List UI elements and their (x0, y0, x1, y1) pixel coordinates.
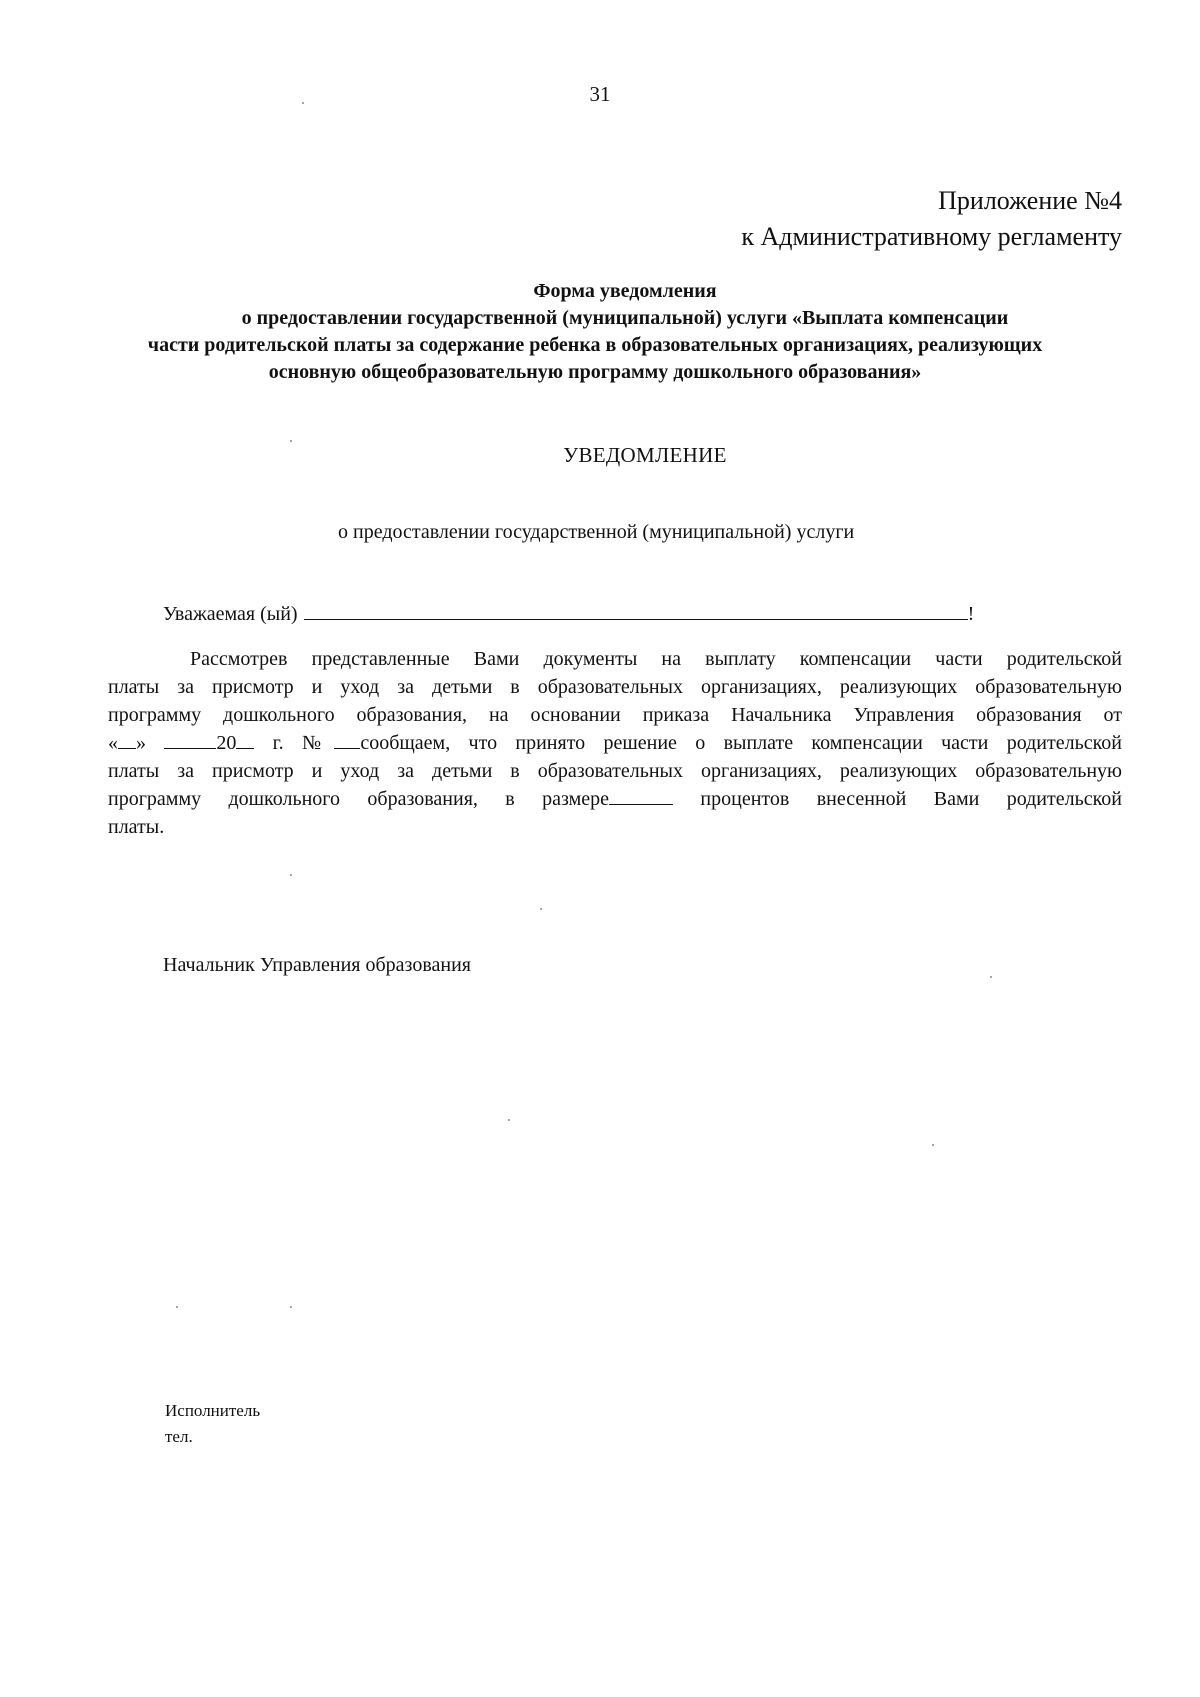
annex-header (741, 183, 1122, 255)
body-line-5: платы за присмотр и уход за детьми в образовательных организациях, реализующих образовательную (108, 760, 1122, 782)
body-line-7: платы. (108, 816, 165, 838)
order-number-sign: № (301, 732, 335, 754)
page-number: 31 (589, 82, 611, 106)
signature-title: Начальник Управления образования (163, 954, 471, 976)
notice-title: УВЕДОМЛЕНИЕ (563, 443, 727, 467)
executor-block (165, 1398, 260, 1450)
notice-body (108, 645, 1122, 841)
body-line-6-start: программу дошкольного образования, в размере (108, 788, 610, 810)
body-line-6 (108, 785, 1122, 813)
scan-speck (540, 908, 542, 910)
quote-open: « (108, 732, 118, 754)
body-line-4-text: сообщаем, что принято решение о выплате компенсации части родительской (360, 732, 1123, 754)
year-suffix: г. (272, 732, 284, 754)
form-heading-line-1: Форма уведомления (533, 280, 717, 302)
salutation-prefix: Уважаемая (ый) (163, 603, 298, 625)
form-heading-line-4: основную общеобразовательную программу дошкольного образования» (268, 361, 922, 383)
scan-speck (290, 1306, 292, 1308)
year-blank[interactable] (236, 730, 254, 749)
notice-subtitle: о предоставлении государственной (муниципальной) услуги (338, 521, 855, 543)
recipient-name-blank[interactable] (304, 601, 968, 620)
percent-blank[interactable] (609, 786, 673, 805)
executor-label: Исполнитель (165, 1401, 261, 1420)
form-heading (70, 278, 1120, 386)
salutation-line (163, 601, 974, 626)
year-prefix: 20 (216, 732, 237, 754)
executor-phone-label: тел. (165, 1427, 193, 1446)
scan-speck (932, 1144, 934, 1146)
month-blank[interactable] (164, 730, 216, 749)
body-line-1: Рассмотрев представленные Вами документы на выплату компенсации части родительской (190, 648, 1122, 670)
annex-reference: к Административному регламенту (741, 222, 1122, 251)
scan-speck (302, 102, 304, 104)
body-line-6-end: процентов внесенной Вами родительской (700, 788, 1123, 810)
quote-close: » (136, 732, 146, 754)
salutation-suffix: ! (967, 603, 975, 625)
form-heading-line-3: части родительской платы за содержание ребенка в образовательных организациях, реализующих (147, 334, 1043, 356)
body-line-4 (108, 729, 1122, 757)
body-line-3: программу дошкольного образования, на основании приказа Начальника Управления образования от (108, 704, 1122, 726)
scan-speck (290, 874, 292, 876)
scan-speck (990, 976, 992, 978)
form-heading-line-2: о предоставлении государственной (муниципальной) услуги «Выплата компенсации (241, 307, 1009, 329)
day-blank[interactable] (118, 730, 136, 749)
scan-speck (176, 1306, 178, 1308)
order-number-blank[interactable] (334, 730, 360, 749)
scan-speck (508, 1119, 510, 1121)
annex-number: Приложение №4 (938, 186, 1122, 215)
body-line-2: платы за присмотр и уход за детьми в образовательных организациях, реализующих образовательную (108, 676, 1122, 698)
scan-speck (290, 440, 292, 442)
